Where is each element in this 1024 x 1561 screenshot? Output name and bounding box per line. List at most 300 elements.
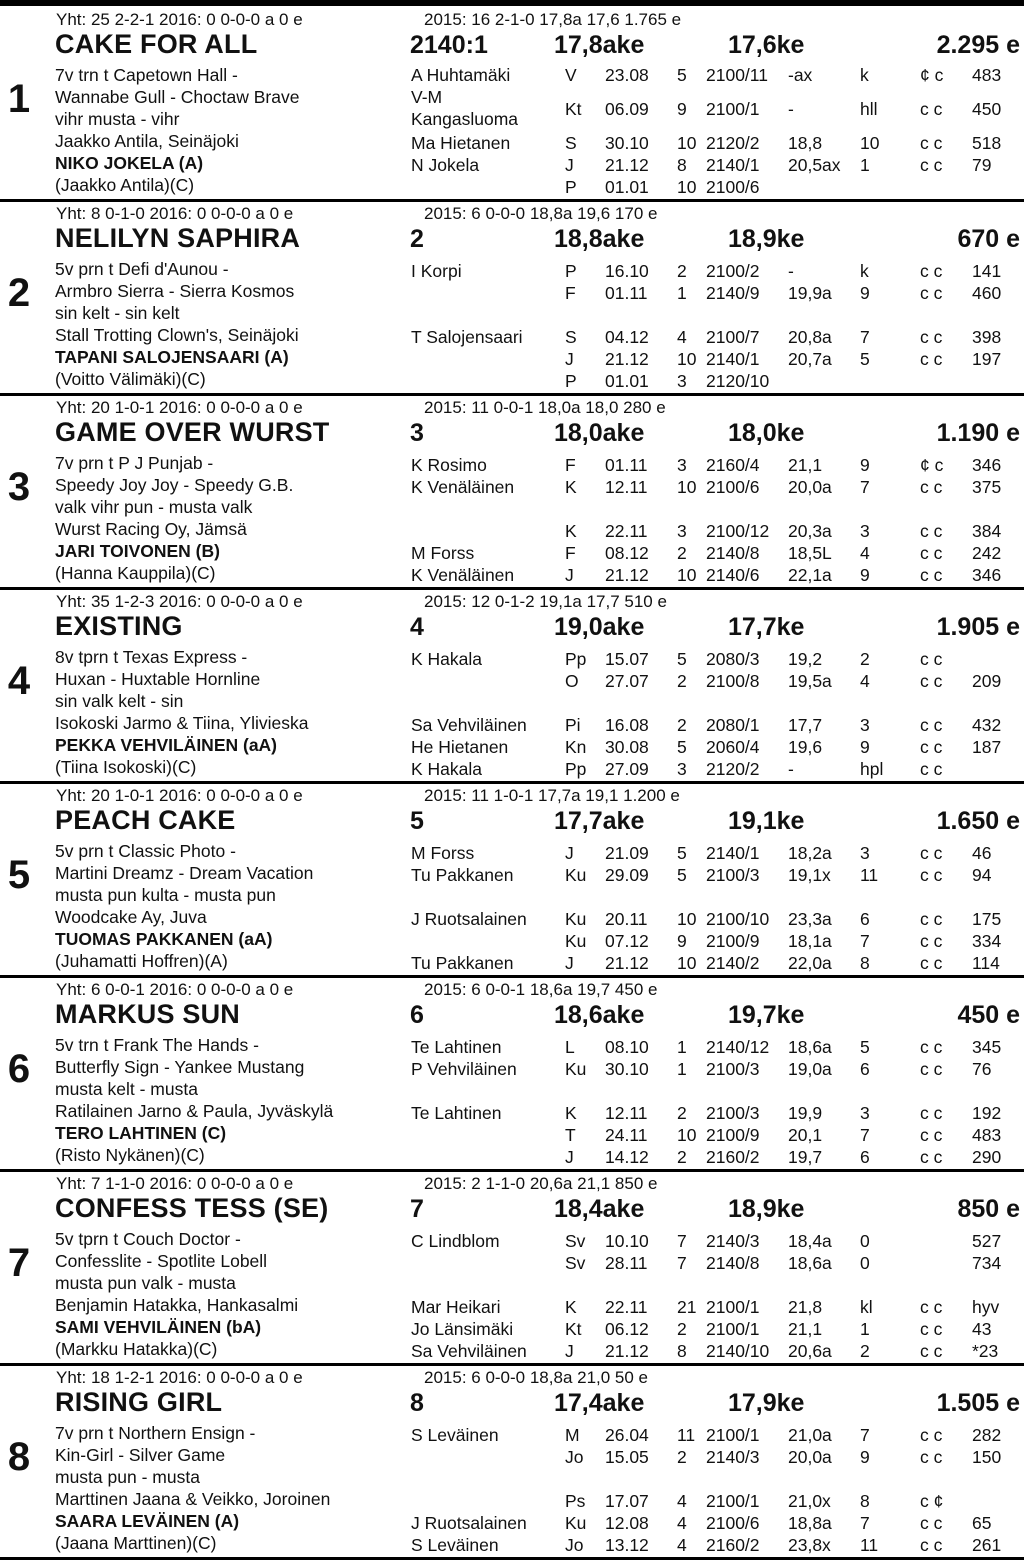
past-race-row	[0, 371, 1024, 393]
race-placing: 5	[860, 349, 870, 369]
race-odds: c c	[920, 1425, 943, 1445]
year-stats: 2015: 16 2-1-0 17,8a 17,6 1.765 e	[424, 10, 682, 29]
race-date: 01.11	[605, 283, 648, 303]
race-time: 22,0a	[788, 953, 832, 973]
race-date: 23.08	[605, 65, 649, 85]
race-time: 18,1a	[788, 931, 832, 951]
race-prize: 384	[972, 521, 1002, 541]
past-race-row	[0, 327, 1024, 349]
race-distance: 2100/6	[706, 1513, 760, 1533]
race-odds: c c	[920, 953, 943, 973]
past-race-row	[0, 155, 1024, 177]
race-distance: 2100/3	[706, 865, 760, 885]
race-driver: He Hietanen	[411, 737, 509, 757]
race-driver: S Leväinen	[411, 1425, 499, 1445]
race-distance: 2100/1	[706, 1491, 760, 1511]
pedigree-line: Huxan - Huxtable Hornline	[55, 669, 261, 689]
race-track: Kt	[565, 99, 582, 119]
race-distance: 2140/10	[706, 1341, 770, 1361]
driver-name: SAARA LEVÄINEN (A)	[55, 1511, 240, 1531]
race-driver: P Vehviläinen	[411, 1059, 517, 1079]
race-driver: S Leväinen	[411, 1535, 499, 1555]
race-distance: 2100/1	[706, 1297, 760, 1317]
pedigree-line: 5v tprn t Couch Doctor -	[55, 1229, 241, 1249]
race-number: 2	[677, 1447, 687, 1467]
race-number: 4	[677, 1491, 687, 1511]
race-number: 5	[677, 843, 687, 863]
race-odds: ¢ c	[920, 455, 944, 475]
race-distance: 2140/8	[706, 543, 760, 563]
past-race-row	[0, 261, 1024, 283]
race-number: 7	[677, 1231, 687, 1251]
pedigree-line: 7v trn t Capetown Hall -	[55, 65, 238, 85]
race-distance: 2100/8	[706, 671, 760, 691]
trainer: (Tiina Isokoski)(C)	[55, 757, 197, 777]
race-driver: Te Lahtinen	[411, 1037, 502, 1057]
past-race-row	[0, 477, 1024, 499]
race-odds: c c	[920, 261, 943, 281]
race-prize: 175	[972, 909, 1002, 929]
race-track: Jo	[565, 1535, 584, 1555]
race-driver: Sa Vehviläinen	[411, 715, 527, 735]
pedigree-line: 5v trn t Frank The Hands -	[55, 1035, 259, 1055]
year-stats: 2015: 12 0-1-2 19,1a 17,7 510 e	[424, 592, 667, 611]
past-race-row	[0, 177, 1024, 199]
race-driver: Jo Länsimäki	[411, 1319, 514, 1339]
race-distance: 2100/1	[706, 99, 760, 119]
total-earnings: 850 e	[957, 1195, 1020, 1223]
race-time: 18,2a	[788, 843, 832, 863]
best-ke-time: 17,9ke	[728, 1389, 805, 1417]
race-prize: 734	[972, 1253, 1002, 1273]
race-time: 20,1	[788, 1125, 823, 1145]
race-odds: c c	[920, 1447, 943, 1467]
race-distance: 2120/10	[706, 371, 770, 391]
race-number: 8	[677, 155, 687, 175]
racing-colors: valk vihr pun - musta valk	[55, 497, 253, 517]
best-auto-time: 19,0ake	[554, 613, 645, 641]
race-distance: 2100/3	[706, 1103, 760, 1123]
race-date: 30.08	[605, 737, 649, 757]
total-earnings: 670 e	[957, 225, 1020, 253]
race-track: P	[565, 177, 577, 197]
race-distance: 2140/2	[706, 953, 760, 973]
race-driver: T Salojensaari	[411, 327, 523, 347]
past-race-row	[0, 1253, 1024, 1275]
race-track: S	[565, 133, 577, 153]
total-earnings: 1.190 e	[936, 419, 1020, 447]
pedigree-line: Martini Dreamz - Dream Vacation	[55, 863, 314, 883]
race-prize: 460	[972, 283, 1002, 303]
total-earnings: 2.295 e	[936, 31, 1020, 59]
race-driver: I Korpi	[411, 261, 462, 281]
race-distance: 2100/3	[706, 1059, 760, 1079]
past-race-row	[0, 1125, 1024, 1147]
race-prize: 483	[972, 65, 1002, 85]
race-prize: 65	[972, 1513, 992, 1533]
driver-name: PEKKA VEHVILÄINEN (aA)	[55, 735, 278, 755]
career-stats: Yht: 20 1-0-1 2016: 0 0-0-0 a 0 e	[56, 398, 303, 417]
race-prize: 527	[972, 1231, 1002, 1251]
race-track: Ku	[565, 1059, 587, 1079]
race-number: 2	[677, 1147, 687, 1167]
horse-entry	[0, 201, 1024, 395]
race-driver: M Forss	[411, 543, 475, 563]
race-date: 21.12	[605, 349, 649, 369]
past-race-row	[0, 737, 1024, 759]
career-stats: Yht: 8 0-1-0 2016: 0 0-0-0 a 0 e	[56, 204, 294, 223]
race-distance: 2140/6	[706, 565, 760, 585]
race-time: 19,7	[788, 1147, 823, 1167]
trainer: (Jaakko Antila)(C)	[55, 175, 195, 195]
total-earnings: 1.650 e	[936, 807, 1020, 835]
race-placing: 6	[860, 1147, 870, 1167]
race-number: 4	[677, 327, 687, 347]
race-odds: c c	[920, 1059, 943, 1079]
horse-entry	[0, 977, 1024, 1171]
race-placing: 8	[860, 1491, 870, 1511]
race-number: 3	[677, 759, 687, 779]
start-number: 3	[7, 465, 31, 509]
race-driver: J Ruotsalainen	[411, 1513, 527, 1533]
race-distance: 2080/3	[706, 649, 760, 669]
race-time: -	[788, 99, 794, 119]
race-distance: 2100/2	[706, 261, 760, 281]
race-date: 01.01	[605, 371, 649, 391]
race-odds: c c	[920, 155, 943, 175]
race-driver: K Hakala	[411, 759, 483, 779]
horse-entry	[0, 1365, 1024, 1559]
past-race-row	[0, 715, 1024, 737]
race-placing: 4	[860, 671, 870, 691]
race-odds: c c	[920, 1319, 943, 1339]
race-time: 18,4a	[788, 1231, 832, 1251]
race-distance: 2140/1	[706, 155, 760, 175]
start-track: 3	[410, 419, 424, 447]
trainer: (Voitto Välimäki)(C)	[55, 369, 206, 389]
race-driver: Te Lahtinen	[411, 1103, 502, 1123]
year-stats: 2015: 6 0-0-0 18,8a 21,0 50 e	[424, 1368, 649, 1387]
pedigree-line: Kin-Girl - Silver Game	[55, 1445, 226, 1465]
race-odds: c c	[920, 1341, 943, 1361]
race-distance: 2060/4	[706, 737, 760, 757]
race-number: 9	[677, 99, 687, 119]
owner: Marttinen Jaana & Veikko, Joroinen	[55, 1489, 331, 1509]
race-odds: ¢ c	[920, 65, 944, 85]
race-time: 20,5ax	[788, 155, 841, 175]
start-number: 6	[7, 1047, 31, 1091]
race-time: 20,0a	[788, 1447, 832, 1467]
race-placing: 9	[860, 737, 870, 757]
horse-name: EXISTING	[55, 611, 183, 641]
horse-name: PEACH CAKE	[55, 805, 236, 835]
race-track: J	[565, 155, 574, 175]
race-time: 18,6a	[788, 1253, 832, 1273]
race-number: 1	[677, 1059, 687, 1079]
race-odds: c c	[920, 477, 943, 497]
race-date: 22.11	[605, 1297, 648, 1317]
total-earnings: 1.905 e	[936, 613, 1020, 641]
race-odds: c c	[920, 99, 943, 119]
race-time: 22,1a	[788, 565, 832, 585]
race-time: 21,1	[788, 455, 823, 475]
race-time: 18,5L	[788, 543, 832, 563]
race-date: 21.12	[605, 1341, 649, 1361]
race-odds: c c	[920, 327, 943, 347]
past-race-row	[0, 1425, 1024, 1447]
race-prize: 209	[972, 671, 1002, 691]
past-race-row	[0, 843, 1024, 865]
race-odds: c c	[920, 283, 943, 303]
race-prize: 483	[972, 1125, 1002, 1145]
race-number: 5	[677, 865, 687, 885]
race-number: 21	[677, 1297, 697, 1317]
race-date: 10.10	[605, 1231, 649, 1251]
race-time: 23,8x	[788, 1535, 831, 1555]
race-number: 10	[677, 177, 697, 197]
horse-name: CAKE FOR ALL	[55, 29, 258, 59]
race-date: 08.12	[605, 543, 649, 563]
race-track: M	[565, 1425, 580, 1445]
start-track: 6	[410, 1001, 424, 1029]
race-track: Ku	[565, 1513, 587, 1533]
trainer: (Hanna Kauppila)(C)	[55, 563, 216, 583]
horse-name: RISING GIRL	[55, 1387, 223, 1417]
race-placing: k	[860, 261, 869, 281]
race-track: P	[565, 371, 577, 391]
entry-separator	[0, 1557, 1024, 1560]
start-number: 8	[7, 1435, 31, 1479]
race-time: 21,0a	[788, 1425, 832, 1445]
race-number: 2	[677, 671, 687, 691]
owner: Wurst Racing Oy, Jämsä	[55, 519, 247, 539]
best-ke-time: 17,6ke	[728, 31, 805, 59]
race-distance: 2100/1	[706, 1425, 760, 1445]
race-track: V	[565, 65, 577, 85]
race-number: 10	[677, 349, 697, 369]
owner: Jaakko Antila, Seinäjoki	[55, 131, 239, 151]
race-placing: 1	[860, 1319, 870, 1339]
owner: Stall Trotting Clown's, Seinäjoki	[55, 325, 299, 345]
horse-name: GAME OVER WURST	[55, 417, 330, 447]
race-odds: c c	[920, 737, 943, 757]
race-prize: 345	[972, 1037, 1002, 1057]
race-track: J	[565, 565, 574, 585]
race-track: Jo	[565, 1447, 584, 1467]
race-prize: 398	[972, 327, 1002, 347]
race-track: K	[565, 1297, 577, 1317]
driver-name: TAPANI SALOJENSAARI (A)	[55, 347, 289, 367]
race-prize: 242	[972, 543, 1002, 563]
pedigree-line: Speedy Joy Joy - Speedy G.B.	[55, 475, 294, 495]
race-track: L	[565, 1037, 575, 1057]
race-date: 12.08	[605, 1513, 649, 1533]
race-track: Kn	[565, 737, 587, 757]
race-number: 5	[677, 649, 687, 669]
race-odds: c c	[920, 1535, 943, 1555]
race-track: F	[565, 543, 576, 563]
top-rule	[0, 0, 1024, 6]
race-odds: c c	[920, 521, 943, 541]
race-date: 04.12	[605, 327, 649, 347]
pedigree-line: 7v prn t Northern Ensign -	[55, 1423, 256, 1443]
race-time: 18,6a	[788, 1037, 832, 1057]
race-date: 21.12	[605, 565, 649, 585]
past-race-row	[0, 649, 1024, 671]
race-driver: V-M	[411, 87, 443, 107]
race-track: Ku	[565, 865, 587, 885]
best-auto-time: 18,4ake	[554, 1195, 645, 1223]
race-number: 10	[677, 565, 697, 585]
past-race-row	[0, 1491, 1024, 1513]
start-track: 8	[410, 1389, 424, 1417]
race-driver: Kangasluoma	[411, 109, 519, 129]
career-stats: Yht: 6 0-0-1 2016: 0 0-0-0 a 0 e	[56, 980, 294, 999]
race-distance: 2100/9	[706, 1125, 760, 1145]
race-placing: 7	[860, 1425, 870, 1445]
race-distance: 2160/2	[706, 1147, 760, 1167]
race-distance: 2120/2	[706, 759, 760, 779]
best-auto-time: 18,0ake	[554, 419, 645, 447]
horse-entry	[0, 7, 1024, 201]
race-date: 16.10	[605, 261, 649, 281]
race-prize: 197	[972, 349, 1002, 369]
start-track: 5	[410, 807, 424, 835]
horse-name: CONFESS TESS (SE)	[55, 1193, 329, 1223]
race-date: 12.11	[605, 477, 648, 497]
past-race-row	[0, 65, 1024, 87]
race-driver: J Ruotsalainen	[411, 909, 527, 929]
past-race-row	[0, 1103, 1024, 1125]
race-distance: 2100/10	[706, 909, 770, 929]
race-date: 13.12	[605, 1535, 649, 1555]
race-number: 3	[677, 371, 687, 391]
race-number: 2	[677, 261, 687, 281]
race-placing: 11	[860, 1535, 879, 1555]
race-date: 21.12	[605, 155, 649, 175]
race-date: 21.12	[605, 953, 649, 973]
horse-entry	[0, 589, 1024, 783]
race-placing: 7	[860, 931, 870, 951]
race-track: J	[565, 1147, 574, 1167]
race-distance: 2140/1	[706, 843, 760, 863]
race-distance: 2100/6	[706, 177, 760, 197]
race-prize: 290	[972, 1147, 1002, 1167]
race-number: 10	[677, 477, 697, 497]
past-race-row	[0, 1319, 1024, 1341]
horse-entry	[0, 1171, 1024, 1365]
race-time: 20,7a	[788, 349, 832, 369]
pedigree-line: Confesslite - Spotlite Lobell	[55, 1251, 268, 1271]
race-time: -	[788, 759, 794, 779]
race-placing: 3	[860, 521, 870, 541]
race-time: 20,0a	[788, 477, 832, 497]
best-ke-time: 19,7ke	[728, 1001, 805, 1029]
race-date: 14.12	[605, 1147, 649, 1167]
trainer: (Risto Nykänen)(C)	[55, 1145, 205, 1165]
race-date: 21.09	[605, 843, 649, 863]
year-stats: 2015: 11 1-0-1 17,7a 19,1 1.200 e	[424, 786, 680, 805]
race-time: 21,0x	[788, 1491, 831, 1511]
race-track: J	[565, 349, 574, 369]
race-odds: c c	[920, 565, 943, 585]
career-stats: Yht: 25 2-2-1 2016: 0 0-0-0 a 0 e	[56, 10, 303, 29]
best-auto-time: 18,6ake	[554, 1001, 645, 1029]
race-prize: hyv	[972, 1297, 1000, 1317]
race-track: Pp	[565, 649, 587, 669]
year-stats: 2015: 6 0-0-0 18,8a 19,6 170 e	[424, 204, 658, 223]
driver-name: SAMI VEHVILÄINEN (bA)	[55, 1317, 262, 1337]
race-number: 5	[677, 737, 687, 757]
race-date: 27.09	[605, 759, 649, 779]
past-race-row	[0, 1513, 1024, 1535]
race-odds: c c	[920, 1297, 943, 1317]
race-track: T	[565, 1125, 576, 1145]
past-race-row	[0, 1147, 1024, 1169]
race-time: 19,6	[788, 737, 823, 757]
trainer: (Juhamatti Hoffren)(A)	[55, 951, 228, 971]
race-prize: 518	[972, 133, 1002, 153]
race-number: 2	[677, 543, 687, 563]
start-track: 4	[410, 613, 424, 641]
race-odds: c c	[920, 909, 943, 929]
race-prize: 114	[972, 953, 1000, 973]
race-distance: 2140/8	[706, 1253, 760, 1273]
race-distance: 2120/2	[706, 133, 760, 153]
past-race-row	[0, 1297, 1024, 1319]
race-odds: c c	[920, 649, 943, 669]
race-date: 01.11	[605, 455, 648, 475]
race-driver: Tu Pakkanen	[411, 953, 514, 973]
past-race-row	[0, 521, 1024, 543]
race-date: 08.10	[605, 1037, 649, 1057]
race-track: P	[565, 261, 577, 281]
past-race-row	[0, 565, 1024, 587]
race-prize: 282	[972, 1425, 1002, 1445]
race-placing: 7	[860, 477, 870, 497]
driver-name: TUOMAS PAKKANEN (aA)	[55, 929, 273, 949]
race-date: 06.12	[605, 1319, 649, 1339]
owner: Woodcake Ay, Juva	[55, 907, 207, 927]
race-number: 10	[677, 953, 697, 973]
total-earnings: 1.505 e	[936, 1389, 1020, 1417]
race-number: 5	[677, 65, 687, 85]
race-track: J	[565, 953, 574, 973]
race-odds: c c	[920, 543, 943, 563]
race-odds: c c	[920, 843, 943, 863]
race-time: 23,3a	[788, 909, 832, 929]
race-track: K	[565, 521, 577, 541]
race-distance: 2100/11	[706, 65, 768, 85]
past-race-row	[0, 133, 1024, 155]
race-track: F	[565, 283, 576, 303]
race-time: 18,8a	[788, 1513, 832, 1533]
race-number: 10	[677, 909, 697, 929]
career-stats: Yht: 20 1-0-1 2016: 0 0-0-0 a 0 e	[56, 786, 303, 805]
best-ke-time: 19,1ke	[728, 807, 805, 835]
race-date: 15.05	[605, 1447, 649, 1467]
race-prize: 192	[972, 1103, 1002, 1123]
race-time: 21,1	[788, 1319, 823, 1339]
race-odds: c c	[920, 133, 943, 153]
start-number: 4	[7, 659, 31, 703]
total-earnings: 450 e	[957, 1001, 1020, 1029]
race-odds: c c	[920, 715, 943, 735]
race-number: 9	[677, 931, 687, 951]
trainer: (Markku Hatakka)(C)	[55, 1339, 218, 1359]
race-distance: 2140/3	[706, 1231, 760, 1251]
race-number: 3	[677, 521, 687, 541]
